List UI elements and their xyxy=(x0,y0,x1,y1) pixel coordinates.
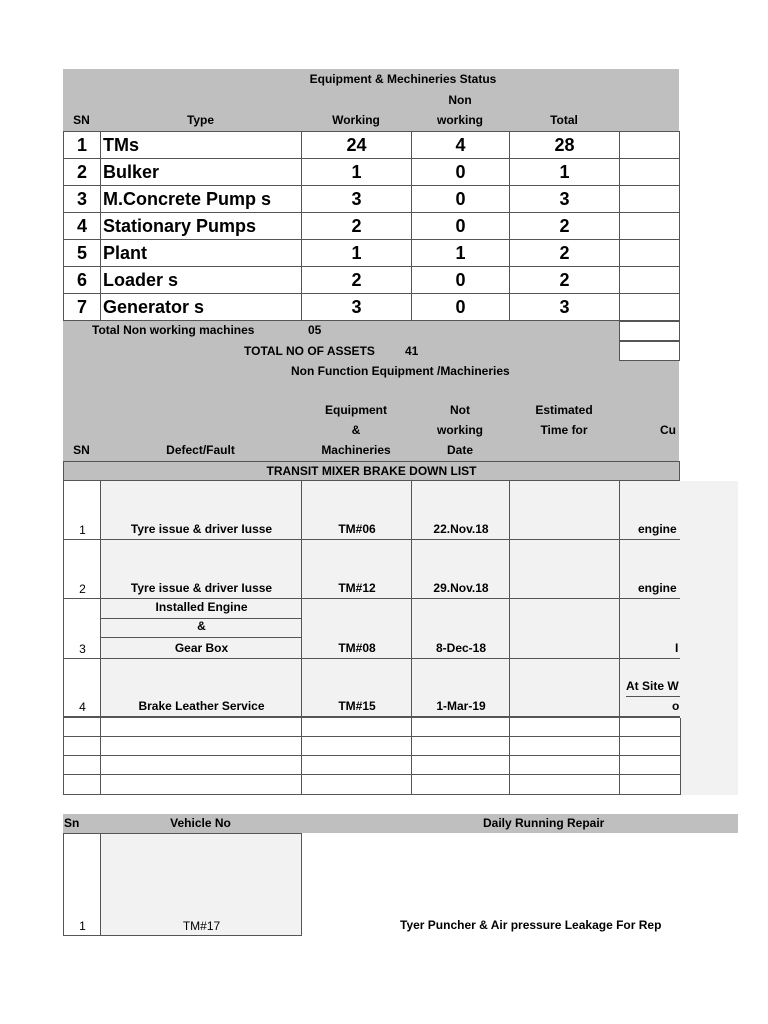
row-cu-line1: At Site W xyxy=(626,679,680,697)
table-row xyxy=(64,659,680,717)
row-est-cell xyxy=(510,540,620,599)
repair-vehicle-cell xyxy=(101,834,302,936)
row-cu: engine xyxy=(638,581,677,595)
col-working: Working xyxy=(332,113,380,127)
nf-col-est-2: Time for xyxy=(540,423,588,437)
table-row xyxy=(64,186,680,213)
row-sn: 6 xyxy=(64,267,101,294)
row-working: 1 xyxy=(302,240,412,267)
row-total: 3 xyxy=(510,186,620,213)
nf-col-equip-2: & xyxy=(351,423,361,437)
empty-cell xyxy=(412,756,510,775)
repair-col-sn: Sn xyxy=(64,816,80,830)
empty-cell xyxy=(64,775,101,795)
row-sn: 2 xyxy=(79,582,86,596)
table-row xyxy=(64,834,302,936)
row-working: 1 xyxy=(302,159,412,186)
row-est-cell xyxy=(510,599,620,659)
row-cu-cell xyxy=(620,481,680,540)
table-row xyxy=(64,213,680,240)
row-blank xyxy=(620,267,680,294)
row-type: Generator s xyxy=(101,294,302,321)
row-equip: TM#15 xyxy=(338,699,376,713)
repair-vehicle: TM#17 xyxy=(182,919,221,933)
summary-band xyxy=(63,321,619,461)
empty-cell xyxy=(64,737,101,756)
row-cu: I xyxy=(675,641,679,655)
row-est-cell xyxy=(510,481,620,540)
summary-band-right xyxy=(619,361,679,461)
nonfunction-title: Non Function Equipment /Machineries xyxy=(291,364,510,378)
nf-col-equip-3: Machineries xyxy=(321,443,391,457)
row-defect-cell xyxy=(101,481,302,540)
repair-description: Tyer Puncher & Air pressure Leakage For Rep xyxy=(400,918,662,932)
total-assets-value: 41 xyxy=(405,344,419,358)
row-equip: TM#12 xyxy=(338,581,376,595)
empty-cell xyxy=(620,737,681,756)
table-row xyxy=(64,737,680,756)
table-row xyxy=(64,599,680,659)
row-non: 0 xyxy=(412,159,510,186)
row-date: 1-Mar-19 xyxy=(436,699,486,713)
row-equip-cell xyxy=(302,599,412,659)
row-sn-cell xyxy=(64,481,101,540)
row-defect-line1: Installed Engine xyxy=(101,600,302,619)
col-non-line2: working xyxy=(436,113,483,127)
row-defect-cell xyxy=(101,599,302,659)
empty-cell xyxy=(302,756,412,775)
nf-col-equip-1: Equipment xyxy=(325,403,387,417)
row-type: Bulker xyxy=(101,159,302,186)
row-total: 28 xyxy=(510,132,620,159)
section-title: TRANSIT MIXER BRAKE DOWN LIST xyxy=(63,461,680,481)
row-defect-cell xyxy=(101,659,302,717)
row-defect-line2: & xyxy=(101,619,302,638)
row-est-cell xyxy=(510,659,620,717)
row-working: 3 xyxy=(302,186,412,213)
nf-col-nw-1: Not xyxy=(450,403,470,417)
row-sn: 5 xyxy=(64,240,101,267)
row-sn: 2 xyxy=(64,159,101,186)
col-sn: SN xyxy=(73,113,90,127)
row-total: 2 xyxy=(510,267,620,294)
row-blank xyxy=(620,132,680,159)
row-type: Stationary Pumps xyxy=(101,213,302,240)
total-non-label: Total Non working machines xyxy=(92,323,255,337)
empty-cell xyxy=(302,737,412,756)
empty-cell xyxy=(620,775,681,795)
nf-col-sn: SN xyxy=(73,443,90,457)
row-defect: Tyre issue & driver Iusse xyxy=(130,581,273,595)
row-defect: Tyre issue & driver Iusse xyxy=(130,522,273,536)
status-table xyxy=(63,131,680,321)
row-equip: TM#08 xyxy=(338,641,376,655)
row-sn: 3 xyxy=(64,186,101,213)
row-non: 4 xyxy=(412,132,510,159)
row-blank xyxy=(620,240,680,267)
row-total: 3 xyxy=(510,294,620,321)
row-sn: 4 xyxy=(64,213,101,240)
table-row xyxy=(64,756,680,775)
table-row xyxy=(64,240,680,267)
table-row xyxy=(64,717,680,737)
empty-cell xyxy=(101,756,302,775)
empty-cell xyxy=(510,718,620,737)
empty-cell xyxy=(64,756,101,775)
summary-box-1 xyxy=(619,321,680,341)
row-non: 0 xyxy=(412,186,510,213)
col-total: Total xyxy=(550,113,578,127)
nf-col-nw-3: Date xyxy=(446,443,473,457)
empty-cell xyxy=(302,775,412,795)
empty-cell xyxy=(64,718,101,737)
row-type: Plant xyxy=(101,240,302,267)
row-date-cell xyxy=(412,481,510,540)
row-cu-cell xyxy=(620,540,680,599)
row-cu-cell xyxy=(620,599,680,659)
row-total: 2 xyxy=(510,240,620,267)
row-sn: 7 xyxy=(64,294,101,321)
row-date-cell xyxy=(412,599,510,659)
row-equip: TM#06 xyxy=(338,522,376,536)
empty-cell xyxy=(510,775,620,795)
row-total: 2 xyxy=(510,213,620,240)
row-sn-cell xyxy=(64,540,101,599)
empty-cell xyxy=(510,756,620,775)
row-date: 8-Dec-18 xyxy=(435,641,487,655)
table-row xyxy=(64,294,680,321)
row-type: TMs xyxy=(101,132,302,159)
row-working: 2 xyxy=(302,267,412,294)
empty-cell xyxy=(302,718,412,737)
row-equip-cell xyxy=(302,540,412,599)
row-working: 3 xyxy=(302,294,412,321)
empty-cell xyxy=(620,756,681,775)
repair-sn: 1 xyxy=(79,919,86,933)
row-sn-cell xyxy=(64,599,101,659)
row-defect: Brake Leather Service xyxy=(138,699,265,713)
row-sn: 3 xyxy=(79,642,86,656)
row-cu: engine xyxy=(638,522,677,536)
summary-box-2 xyxy=(619,341,680,361)
row-cu-cell xyxy=(620,659,680,717)
row-date-cell xyxy=(412,659,510,717)
row-date-cell xyxy=(412,540,510,599)
repair-table xyxy=(63,833,302,936)
row-type: Loader s xyxy=(101,267,302,294)
row-blank xyxy=(620,186,680,213)
table-row xyxy=(64,159,680,186)
empty-cell xyxy=(101,775,302,795)
row-working: 2 xyxy=(302,213,412,240)
row-sn: 1 xyxy=(79,523,86,537)
empty-cell xyxy=(412,737,510,756)
empty-cell xyxy=(620,718,681,737)
col-non-line1: Non xyxy=(448,93,472,107)
side-panel xyxy=(680,481,738,795)
row-non: 1 xyxy=(412,240,510,267)
row-defect-cell xyxy=(101,540,302,599)
row-blank xyxy=(620,159,680,186)
row-cu-line2: o xyxy=(672,699,680,713)
row-blank xyxy=(620,213,680,240)
total-non-value: 05 xyxy=(308,323,322,337)
breakdown-table xyxy=(63,481,680,795)
empty-cell xyxy=(101,737,302,756)
nf-col-nw-2: working xyxy=(436,423,483,437)
table-row xyxy=(64,775,680,795)
row-date: 29.Nov.18 xyxy=(433,581,489,595)
table-row xyxy=(64,540,680,599)
table-row xyxy=(64,132,680,159)
row-working: 24 xyxy=(302,132,412,159)
total-assets-label: TOTAL NO OF ASSETS xyxy=(244,344,375,358)
empty-cell xyxy=(101,718,302,737)
row-date: 22.Nov.18 xyxy=(433,522,489,536)
empty-cell xyxy=(412,775,510,795)
empty-cell xyxy=(412,718,510,737)
repair-col-repair: Daily Running Repair xyxy=(483,816,605,830)
nf-col-defect: Defect/Fault xyxy=(166,443,235,457)
nf-col-est-1: Estimated xyxy=(535,403,593,417)
status-title: Equipment & Mechineries Status xyxy=(309,72,497,86)
row-non: 0 xyxy=(412,213,510,240)
row-type: M.Concrete Pump s xyxy=(101,186,302,213)
repair-col-vehicle: Vehicle No xyxy=(170,816,231,830)
row-sn: 4 xyxy=(79,700,86,714)
row-non: 0 xyxy=(412,294,510,321)
repair-sn-cell xyxy=(64,834,101,936)
nf-col-cu: Cu xyxy=(660,423,676,437)
row-defect-line3: Gear Box xyxy=(174,641,229,655)
table-row xyxy=(64,481,680,540)
row-sn-cell xyxy=(64,659,101,717)
row-sn: 1 xyxy=(64,132,101,159)
table-row xyxy=(64,267,680,294)
empty-cell xyxy=(510,737,620,756)
col-type: Type xyxy=(186,113,215,127)
row-total: 1 xyxy=(510,159,620,186)
row-equip-cell xyxy=(302,659,412,717)
row-blank xyxy=(620,294,680,321)
row-equip-cell xyxy=(302,481,412,540)
row-non: 0 xyxy=(412,267,510,294)
